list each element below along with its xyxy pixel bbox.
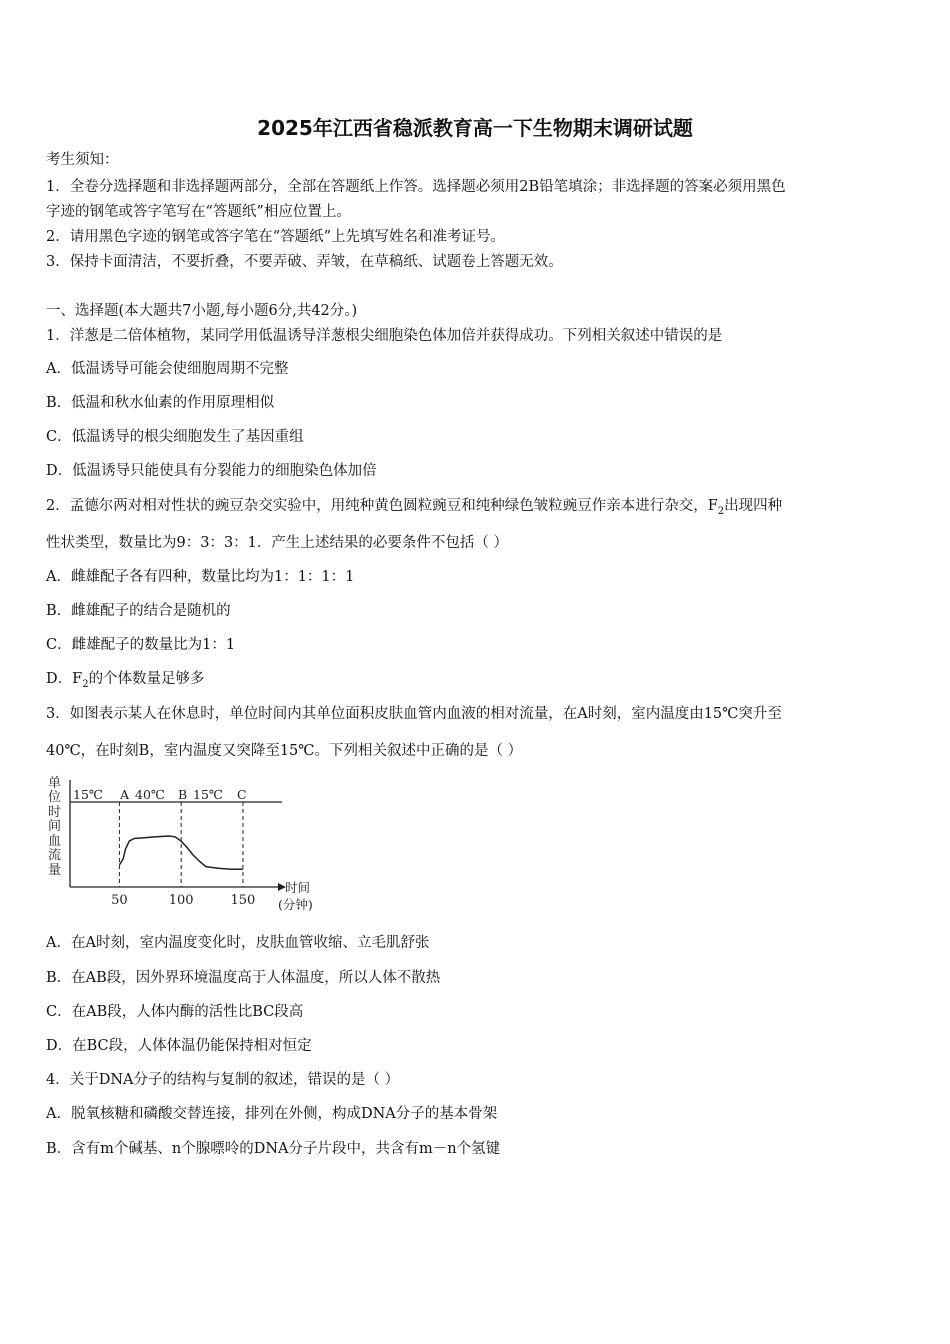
q3-option-b: B．在AB段，因外界环境温度高于人体温度，所以人体不散热 [46, 970, 441, 986]
y-label-char: 血 [48, 834, 62, 849]
notice-item-1-cont: 字迹的钢笔或答字笔写在“答题纸”相应位置上。 [46, 204, 351, 220]
y-label-char: 间 [48, 819, 62, 834]
q2-option-d-part-a: D．F [46, 671, 83, 687]
x-tick-label: 150 [230, 893, 256, 908]
q2-option-a: A．雌雄配子各有四种，数量比均为1：1：1：1 [46, 569, 355, 585]
y-label-char: 位 [48, 790, 62, 805]
top-label-marker-a: A [120, 787, 130, 802]
x-axis-label-line2: (分钟) [278, 897, 313, 912]
q2-stem-line1 [46, 496, 782, 522]
notice-item-2: 2．请用黑色字迹的钢笔或答字笔在“答题纸”上先填写姓名和准考证号。 [46, 229, 506, 245]
notice-heading: 考生须知： [46, 152, 119, 168]
y-label-char: 单 [48, 776, 62, 791]
q1-option-d: D．低温诱导只能使具有分裂能力的细胞染色体加倍 [46, 463, 377, 479]
y-label-char: 量 [48, 863, 62, 878]
q1-stem: 1．洋葱是二倍体植物，某同学用低温诱导洋葱根尖细胞染色体加倍并获得成功。下列相关叙述中错误的是 [46, 328, 723, 344]
x-tick-labels [111, 893, 255, 908]
y-label-char: 流 [48, 848, 62, 863]
y-axis-label [48, 776, 61, 878]
q3-option-c: C．在AB段，人体内酶的活性比BC段高 [46, 1004, 304, 1020]
blood-flow-chart [40, 772, 340, 917]
q3-option-a: A．在A时刻，室内温度变化时，皮肤血管收缩、立毛肌舒张 [46, 935, 430, 951]
notice-item-1: 1．全卷分选择题和非选择题两部分，全部在答题纸上作答。选择题必须用2B铅笔填涂；非选择题的答案必须用黑色 [46, 179, 786, 195]
q4-option-b: B．含有m个碱基、n个腺嘌呤的DNA分子片段中，共含有m－n个氢键 [46, 1141, 501, 1157]
q1-option-b: B．低温和秋水仙素的作用原理相似 [46, 395, 275, 411]
marker-lines [119, 802, 243, 887]
q2-option-d [46, 669, 205, 695]
x-tick-label: 100 [168, 893, 194, 908]
top-label-marker-b: B [178, 787, 188, 802]
q4-option-a: A．脱氧核糖和磷酸交替连接，排列在外侧，构成DNA分子的基本骨架 [46, 1106, 498, 1122]
q4-stem: 4．关于DNA分子的结构与复制的叙述，错误的是（ ） [46, 1072, 400, 1088]
section-heading: 一、选择题(本大题共7小题,每小题6分,共42分。) [46, 303, 358, 319]
q3-option-d: D．在BC段，人体体温仍能保持相对恒定 [46, 1038, 312, 1054]
q2-option-b: B．雌雄配子的结合是随机的 [46, 603, 231, 619]
q2-stem-part-b: 出现四种 [724, 498, 783, 514]
y-label-char: 时 [48, 805, 62, 820]
x-axis-label-line1: 时间 [285, 880, 311, 895]
x-tick-label: 50 [111, 893, 128, 908]
q2-option-d-subscript: 2 [82, 678, 89, 690]
top-label-temp-3: 15℃ [193, 787, 223, 802]
top-label-temp-1: 15℃ [73, 787, 103, 802]
notice-item-3: 3．保持卡面清洁，不要折叠，不要弄破、弄皱，在草稿纸、试题卷上答题无效。 [46, 254, 563, 270]
q2-stem-line2: 性状类型，数量比为9：3：3：1．产生上述结果的必要条件不包括（ ） [46, 535, 509, 551]
q1-option-a: A．低温诱导可能会使细胞周期不完整 [46, 361, 289, 377]
top-label-temp-2: 40℃ [135, 787, 165, 802]
page-title: 2025年江西省稳派教育高一下生物期末调研试题 [257, 116, 693, 140]
q2-stem-part-a: 2．孟德尔两对相对性状的豌豆杂交实验中，用纯种黄色圆粒豌豆和纯种绿色皱粒豌豆作亲本进行杂交，F [46, 498, 718, 514]
q2-option-c: C．雌雄配子的数量比为1：1 [46, 637, 236, 653]
q3-stem-line1: 3．如图表示某人在休息时，单位时间内其单位面积皮肤血管内血液的相对流量，在A时刻，室内温度由15℃突升至 [46, 706, 782, 722]
q2-option-d-part-b: 的个体数量足够多 [88, 671, 205, 687]
q3-stem-line2: 40℃，在时刻B，室内温度又突降至15℃。下列相关叙述中正确的是（ ） [46, 743, 523, 759]
top-label-marker-c: C [237, 787, 247, 802]
q2-stem-subscript: 2 [717, 505, 725, 517]
q1-option-c: C．低温诱导的根尖细胞发生了基因重组 [46, 429, 304, 445]
